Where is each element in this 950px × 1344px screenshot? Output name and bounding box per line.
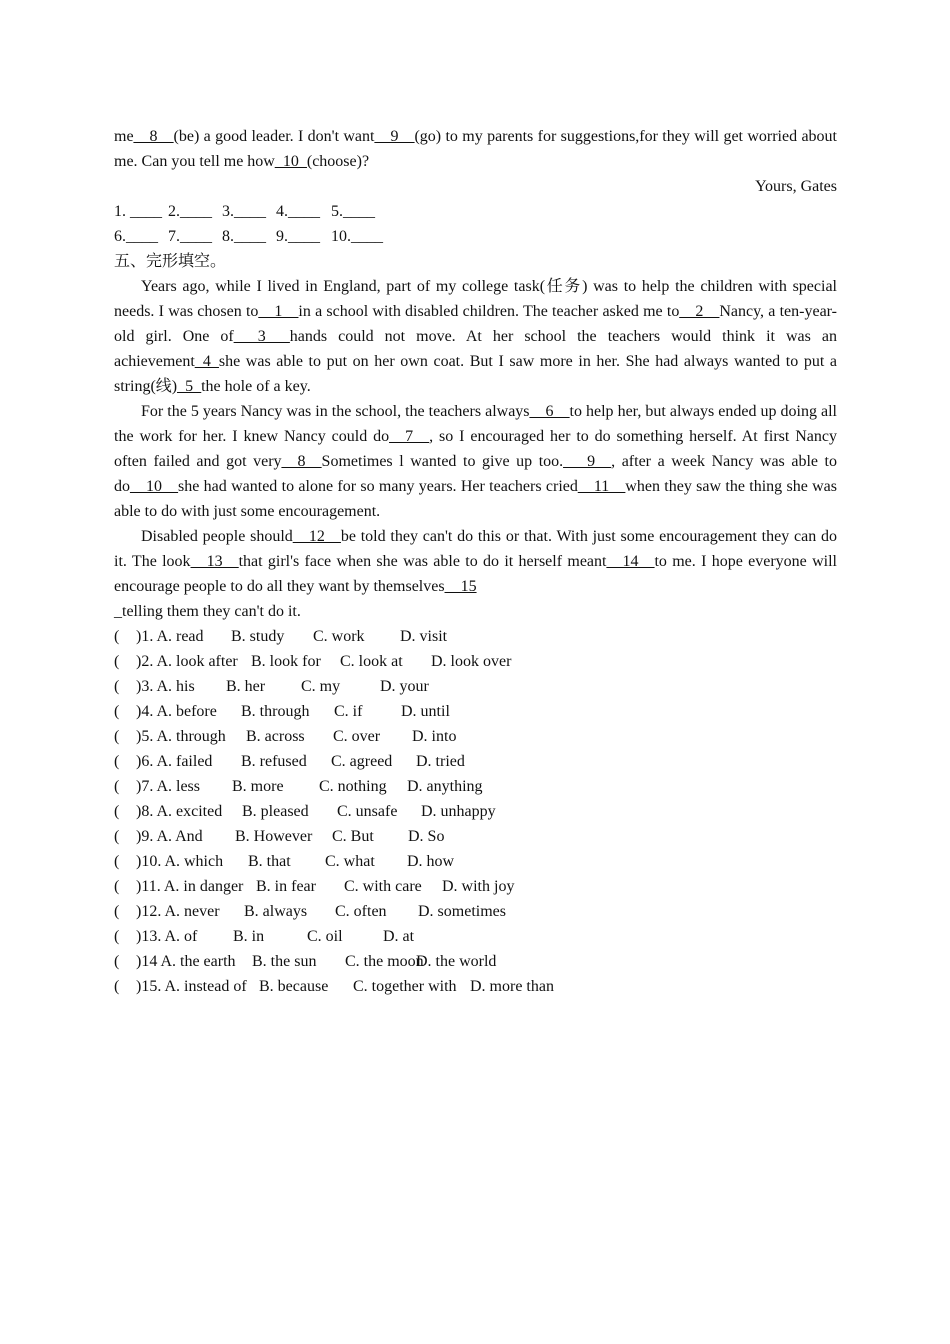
blank-10: __10__ (130, 478, 178, 495)
question-option-a: )8. A. excited (136, 803, 223, 820)
answer-bracket[interactable]: ( (114, 903, 120, 920)
question-option-c: C. unsafe (337, 803, 398, 820)
question-option-a: )12. A. never (136, 903, 220, 920)
question-option-b: B. the sun (252, 953, 317, 970)
question-option-a: )6. A. failed (136, 753, 213, 770)
question-option-d: D. So (408, 828, 445, 845)
question-option-d: D. your (380, 678, 429, 695)
question-option-d: D. anything (407, 778, 483, 795)
question-option-d: D. unhappy (421, 803, 496, 820)
blank-1: __1__ (258, 303, 299, 320)
question-option-b: B. through (241, 703, 310, 720)
question-option-c: C. with care (344, 878, 422, 895)
blank-8: __8__ (133, 128, 174, 145)
passage-text: the hole of a key. (201, 378, 311, 395)
question-option-d: D. the world (416, 953, 497, 970)
answer-bracket[interactable]: ( (114, 853, 120, 870)
question-option-a: )13. A. of (136, 928, 198, 945)
blank-12: __12__ (292, 528, 341, 545)
letter-text: (choose)? (306, 153, 370, 170)
question-option-c: C. what (325, 853, 375, 870)
question-row (114, 749, 837, 774)
question-row (114, 724, 837, 749)
passage-paragraph-3 (114, 524, 837, 599)
answer-bracket[interactable]: ( (114, 678, 120, 695)
blank-11: __11__ (577, 478, 626, 495)
question-option-c: C. over (333, 728, 381, 745)
question-option-c: C. But (332, 828, 374, 845)
letter-text: me (114, 128, 134, 145)
answer-bracket[interactable]: ( (114, 653, 120, 670)
passage-text: be told they can't do this or that. With just some encouragement they can do it. The look (114, 528, 838, 570)
answer-slot: 7.____ (168, 228, 212, 245)
question-option-c: C. look at (340, 653, 403, 670)
answer-slot: 1. ____ (114, 203, 162, 220)
answer-slot: 10.____ (331, 228, 383, 245)
question-option-c: C. nothing (319, 778, 387, 795)
answer-bracket[interactable]: ( (114, 628, 120, 645)
question-option-a: )2. A. look after (136, 653, 238, 670)
question-option-a: )10. A. which (136, 853, 224, 870)
question-option-b: B. study (231, 628, 285, 645)
passage-text: Sometimes l wanted to give up too. (321, 453, 564, 470)
passage-text: Disabled people should (141, 528, 293, 545)
answer-bracket[interactable]: ( (114, 728, 120, 745)
passage-text: to help her, but always ended up doing all the work for her. I knew Nancy could do (114, 403, 838, 445)
question-option-b: B. always (244, 903, 308, 920)
section-title: 五、完形填空。 (114, 253, 227, 270)
blank-14: __14__ (606, 553, 655, 570)
question-option-c: C. agreed (331, 753, 393, 770)
passage-text: Nancy, a ten-year-old girl. One of (114, 303, 838, 345)
letter-text: (be) a good leader. I don't want (173, 128, 375, 145)
answer-bracket[interactable]: ( (114, 803, 120, 820)
blank-4: _4_ (194, 353, 219, 370)
question-option-d: D. more than (470, 978, 554, 995)
answer-slot: 5.____ (331, 203, 375, 220)
question-option-c: C. often (335, 903, 387, 920)
passage-text: when they saw the thing she was able to do with just some encouragement. (114, 478, 837, 520)
question-option-b: B. because (259, 978, 329, 995)
passage-paragraph-2 (114, 399, 837, 524)
question-row (114, 699, 837, 724)
blank-7: __7__ (389, 428, 430, 445)
question-option-b: B. her (226, 678, 266, 695)
passage-tail: _telling them they can't do it. (114, 603, 301, 620)
question-row (114, 624, 837, 649)
question-option-a: )5. A. through (136, 728, 226, 745)
question-option-a: )11. A. in danger (136, 878, 244, 895)
blank-5: _5_ (177, 378, 202, 395)
question-option-d: D. into (412, 728, 457, 745)
letter-signature: Yours, Gates (755, 178, 837, 195)
question-row (114, 924, 837, 949)
question-option-d: D. look over (431, 653, 512, 670)
passage-text: she was able to put on her own coat. But I saw more in her. She had always wanted to put a string(线) (114, 353, 837, 395)
passage-text: hands could not move. At her school the teachers would think it was an achievement (114, 328, 837, 370)
question-option-d: D. how (407, 853, 455, 870)
passage-paragraph-1 (114, 274, 837, 399)
question-option-b: B. across (246, 728, 305, 745)
question-option-a: )15. A. instead of (136, 978, 247, 995)
answer-bracket[interactable]: ( (114, 703, 120, 720)
passage-text: For the 5 years Nancy was in the school, the teachers always (141, 403, 530, 420)
answer-bracket[interactable]: ( (114, 828, 120, 845)
question-option-b: B. refused (241, 753, 307, 770)
question-option-a: )14 A. the earth (136, 953, 236, 970)
answer-slot: 2.____ (168, 203, 212, 220)
letter-paragraph (114, 124, 837, 174)
answer-bracket[interactable]: ( (114, 928, 120, 945)
question-row (114, 899, 837, 924)
worksheet-page (114, 124, 837, 999)
blank-6: __6__ (529, 403, 570, 420)
question-option-d: D. visit (400, 628, 448, 645)
question-option-d: D. sometimes (418, 903, 506, 920)
passage-text: , so I encouraged her to do something herself. At first Nancy often failed and got very (114, 428, 837, 470)
blank-13: __13__ (190, 553, 239, 570)
answer-slot: 3.____ (222, 203, 266, 220)
question-row (114, 949, 837, 974)
question-option-c: C. if (334, 703, 363, 720)
answer-bracket[interactable]: ( (114, 978, 120, 995)
question-option-c: C. my (301, 678, 341, 695)
question-option-d: D. at (383, 928, 415, 945)
question-option-a: )3. A. his (136, 678, 195, 695)
passage-text: , after a week Nancy was able to do (114, 453, 837, 495)
question-option-b: B. in fear (256, 878, 316, 895)
question-row (114, 974, 837, 999)
question-row (114, 874, 837, 899)
question-row (114, 849, 837, 874)
answer-bracket[interactable]: ( (114, 953, 120, 970)
question-option-b: B. in (233, 928, 265, 945)
question-option-a: )7. A. less (136, 778, 200, 795)
answer-row-2 (114, 224, 837, 249)
answer-slot: 9.____ (276, 228, 320, 245)
question-row (114, 774, 837, 799)
letter-text: (go) to my parents for suggestions,for they will get worried about me. Can you tell me how (114, 128, 837, 170)
question-row (114, 799, 837, 824)
blank-9: ___9__ (563, 453, 612, 470)
passage-text: Years ago, while I lived in England, part of my college task(任务) was to help the children with special needs. I was chosen to (114, 278, 837, 320)
blank-15: __15 (444, 578, 477, 595)
question-row (114, 824, 837, 849)
blank-8: __8__ (281, 453, 322, 470)
answer-bracket[interactable]: ( (114, 753, 120, 770)
passage-text: to me. I hope everyone will encourage people to do all they want by themselves (114, 553, 837, 595)
question-option-b: B. that (248, 853, 291, 870)
question-option-c: C. work (313, 628, 365, 645)
question-option-b: B. more (232, 778, 284, 795)
question-option-c: C. the moon (345, 953, 424, 970)
question-option-c: C. together with (353, 978, 457, 995)
question-option-d: D. tried (416, 753, 465, 770)
question-row (114, 674, 837, 699)
question-list (114, 624, 837, 999)
answer-slot: 6.____ (114, 228, 158, 245)
question-option-d: D. with joy (442, 878, 515, 895)
question-option-c: C. oil (307, 928, 343, 945)
question-option-b: B. However (235, 828, 313, 845)
blank-10: _10_ (274, 153, 307, 170)
blank-9: __9__ (374, 128, 415, 145)
answer-bracket[interactable]: ( (114, 778, 120, 795)
question-row (114, 649, 837, 674)
answer-slot: 4.____ (276, 203, 320, 220)
question-option-d: D. until (401, 703, 450, 720)
question-option-b: B. look for (251, 653, 321, 670)
question-option-a: )4. A. before (136, 703, 217, 720)
question-option-b: B. pleased (242, 803, 309, 820)
blank-3: ___3___ (233, 328, 290, 345)
question-option-a: )9. A. And (136, 828, 203, 845)
passage-text: in a school with disabled children. The teacher asked me to (298, 303, 680, 320)
passage-text: she had wanted to alone for so many years. Her teachers cried (178, 478, 578, 495)
answer-slot: 8.____ (222, 228, 266, 245)
question-option-a: )1. A. read (136, 628, 204, 645)
answer-bracket[interactable]: ( (114, 878, 120, 895)
answer-row-1 (114, 199, 837, 224)
passage-text: that girl's face when she was able to do it herself meant (238, 553, 607, 570)
blank-2: __2__ (679, 303, 720, 320)
